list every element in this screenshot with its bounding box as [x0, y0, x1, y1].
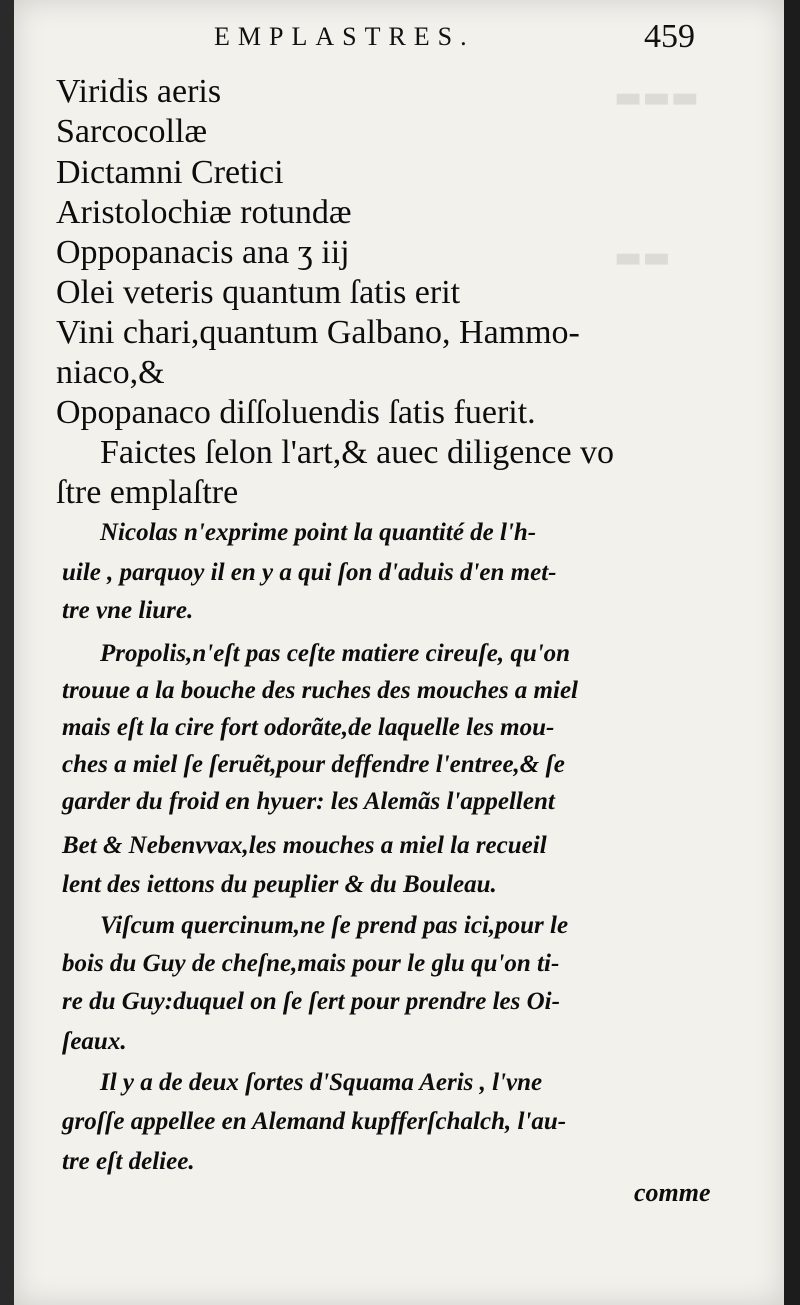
note-line: Propolis,n'eſt pas ceſte matiere cireuſe, qu'on: [100, 640, 571, 667]
note-line: ches a miel ſe ſeruẽt,pour deffendre l'entree,& ſe: [62, 751, 565, 778]
recipe-line: ſtre emplaſtre: [56, 474, 239, 511]
recipe-line: niaco,&: [56, 354, 165, 391]
scan-edge: [784, 0, 800, 1305]
note-line: bois du Guy de cheſne,mais pour le glu qu'on ti-: [62, 950, 560, 977]
note-line: mais eſt la cire fort odorãte,de laquelle les mou-: [62, 714, 555, 741]
recipe-line: Olei veteris quantum ſatis erit: [56, 274, 461, 311]
note-line: Bet & Nebenvvax,les mouches a miel la recueil: [62, 832, 547, 859]
recipe-line: Dictamni Cretici: [56, 154, 284, 191]
recipe-line: Vini chari,quantum Galbano, Hammo-: [56, 314, 580, 351]
note-line: Viſcum quercinum,ne ſe prend pas ici,pour le: [100, 912, 569, 939]
recipe-line: Viridis aeris: [56, 73, 222, 110]
show-through-bleed: ▬▬: [614, 240, 671, 275]
note-line: tre vne liure.: [62, 597, 194, 624]
show-through-bleed: ▬▬▬: [614, 80, 700, 115]
note-line: groſſe appellee en Alemand kupfferſchalch, l'au-: [62, 1108, 567, 1135]
note-line: uile , parquoy il en y a qui ſon d'aduis d'en met-: [62, 559, 557, 586]
note-line: trouue a la bouche des ruches des mouches a miel: [62, 677, 578, 704]
recipe-line: Faictes ſelon l'art,& auec diligence vo: [100, 434, 615, 471]
note-line: ſeaux.: [62, 1028, 127, 1055]
note-line: lent des iettons du peuplier & du Bouleau.: [62, 871, 497, 898]
running-title: EMPLASTRES.: [214, 22, 475, 51]
note-line: garder du froid en hyuer: les Alemãs l'appellent: [62, 788, 555, 815]
note-line: Nicolas n'exprime point la quantité de l'h-: [100, 519, 537, 546]
recipe-line: Oppopanacis ana ʒ iij: [56, 234, 350, 271]
recipe-line: Sarcocollæ: [56, 113, 208, 150]
book-page: [14, 0, 784, 1305]
note-line: re du Guy:duquel on ſe ſert pour prendre les Oi-: [62, 988, 560, 1015]
note-line: tre eſt deliee.: [62, 1148, 195, 1175]
page-number: 459: [644, 18, 695, 55]
recipe-line: Opopanaco diſſoluendis ſatis fuerit.: [56, 394, 536, 431]
note-line: Il y a de deux ſortes d'Squama Aeris , l'vne: [100, 1069, 543, 1096]
catchword: comme: [634, 1178, 711, 1207]
recipe-line: Aristolochiæ rotundæ: [56, 194, 352, 231]
